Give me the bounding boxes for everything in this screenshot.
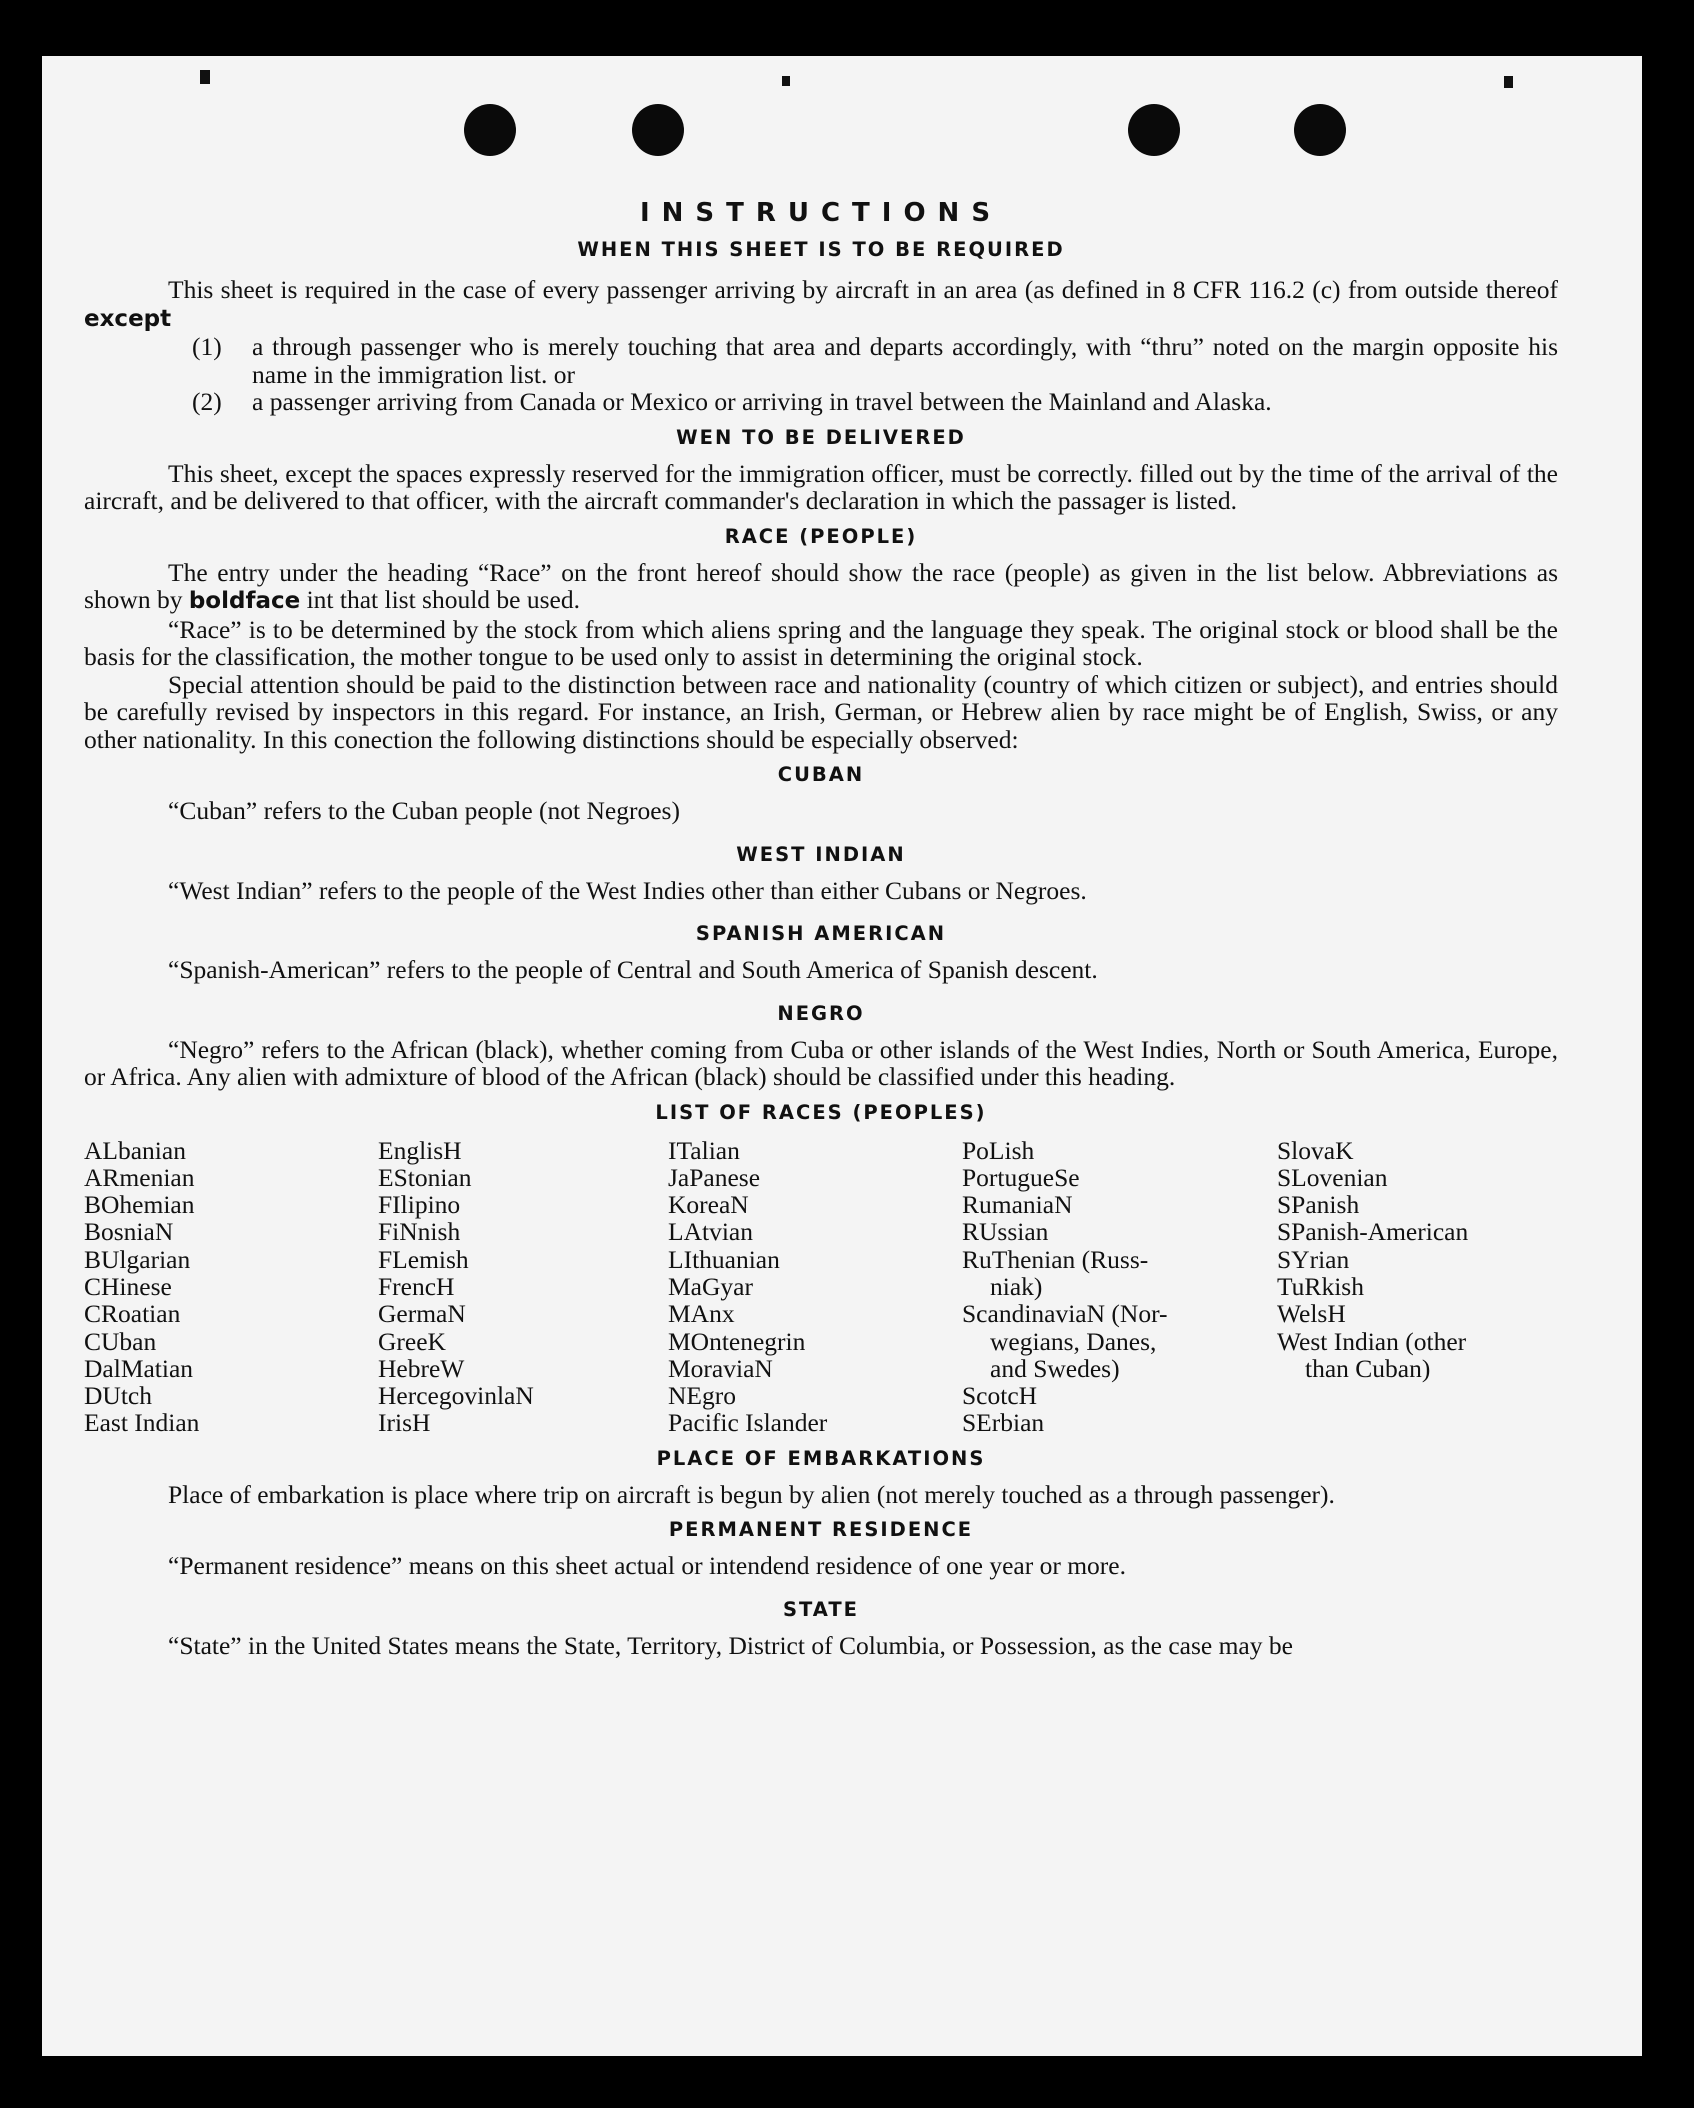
race-entry: PoLish <box>962 1135 1035 1165</box>
race-entry: RuThenian (Russ- <box>962 1244 1149 1274</box>
punch-hole <box>632 104 684 156</box>
race-entry: BOhemian <box>84 1190 195 1220</box>
item-text: a through passenger who is merely touching that area and departs accordingly, with “thru” noted on the margin opposite his name in the immigration list. or <box>252 332 1558 389</box>
race-entry: DUtch <box>84 1381 152 1411</box>
race-entry: CHinese <box>84 1271 172 1301</box>
section-heading: PLACE OF EMBARKATIONS <box>656 1446 986 1470</box>
race-entry: FrencH <box>378 1271 455 1301</box>
race-entry: DalMatian <box>84 1353 194 1383</box>
race-entry: Pacific Islander <box>668 1408 828 1438</box>
race-entry: IrisH <box>378 1408 431 1438</box>
race-entry: LIthuanian <box>668 1244 780 1274</box>
race-entry: than Cuban) <box>1305 1353 1431 1383</box>
section-heading: WEN TO BE DELIVERED <box>676 425 966 449</box>
race-entry: ScandinaviaN (Nor- <box>962 1299 1168 1329</box>
scan-speck <box>1504 76 1513 88</box>
race-entry: EStonian <box>378 1162 472 1192</box>
race-entry: EnglisH <box>378 1135 462 1165</box>
race-entry: and Swedes) <box>990 1353 1120 1383</box>
paragraph: “Negro” refers to the African (black), whether coming from Cuba or other islands of the West Indies, North or South America, Europe, or Africa. Any alien with admixture of blood of the African (black) should be classified under this heading. <box>84 1034 1558 1091</box>
section-heading: CUBAN <box>777 763 865 786</box>
race-entry: MOntenegrin <box>668 1326 806 1356</box>
races-list <box>84 1137 1558 1437</box>
race-entry: ARmenian <box>84 1162 195 1192</box>
race-entry: West Indian (other <box>1277 1326 1467 1356</box>
race-entry: HebreW <box>378 1353 465 1383</box>
section-heading: RACE (PEOPLE) <box>724 524 918 548</box>
section-heading: WHEN THIS SHEET IS TO BE REQUIRED <box>577 238 1065 261</box>
punch-hole <box>1128 104 1180 156</box>
race-entry: FLemish <box>378 1244 469 1274</box>
race-entry: FIlipino <box>378 1190 461 1220</box>
paragraph: “Spanish-American” refers to the people of Central and South America of Spanish descent. <box>168 955 1098 984</box>
section-heading: PERMANENT RESIDENCE <box>668 1518 974 1542</box>
race-entry: BUlgarian <box>84 1244 191 1274</box>
races-column <box>1277 1137 1558 1437</box>
race-entry: CRoatian <box>84 1299 181 1329</box>
race-entry: wegians, Danes, <box>990 1326 1157 1356</box>
paragraph-text: int that list should be used. <box>306 585 580 614</box>
race-entry: GermaN <box>378 1299 466 1329</box>
race-entry: East Indian <box>84 1408 200 1438</box>
item-text: a passenger arriving from Canada or Mexico or arriving in travel between the Mainland and Alaska. <box>252 387 1272 416</box>
races-column <box>378 1137 668 1437</box>
item-number: (2) <box>192 387 222 416</box>
race-entry: JaPanese <box>668 1162 761 1192</box>
race-entry: PortugueSe <box>962 1162 1080 1192</box>
paragraph: This sheet, except the spaces expressly reserved for the immigration officer, must be correctly. filled out by the time of the arrival of the aircraft, and be delivered to that officer, with the aircraft commander's declaration in which the passager is listed. <box>84 458 1558 515</box>
scan-speck <box>782 76 790 86</box>
race-entry: SLovenian <box>1277 1162 1388 1192</box>
races-column <box>668 1137 962 1437</box>
paragraph <box>84 276 1558 333</box>
races-column <box>84 1137 378 1437</box>
instructions-content <box>84 198 1558 1659</box>
race-entry: RUssian <box>962 1217 1049 1247</box>
race-entry: ScotcH <box>962 1381 1038 1411</box>
paragraph: “State” in the United States means the State, Territory, District of Columbia, or Possession, as the case may be <box>168 1630 1293 1660</box>
race-entry: GreeK <box>378 1326 446 1356</box>
exception-item <box>192 333 1558 388</box>
paragraph: Place of embarkation is place where trip on aircraft is begun by alien (not merely touched as a through passenger). <box>168 1479 1335 1509</box>
paragraph-text: This sheet is required in the case of every passenger arriving by aircraft in an area (as defined in 8 CFR 116.2 (c) from outside thereof <box>168 275 1558 304</box>
race-entry: SErbian <box>962 1408 1045 1438</box>
paragraph: “Permanent residence” means on this sheet actual or intendend residence of one year or more. <box>168 1551 1126 1581</box>
race-entry: LAtvian <box>668 1217 753 1247</box>
race-entry: RumaniaN <box>962 1190 1073 1220</box>
race-entry: SYrian <box>1277 1244 1350 1274</box>
race-entry: SlovaK <box>1277 1135 1354 1165</box>
race-entry: CUban <box>84 1326 157 1356</box>
race-entry: ALbanian <box>84 1135 186 1165</box>
document-page <box>42 56 1642 2056</box>
race-entry: NEgro <box>668 1381 736 1411</box>
races-column <box>962 1137 1277 1437</box>
exception-item <box>192 388 1558 416</box>
race-entry: SPanish <box>1277 1190 1360 1220</box>
paragraph: “Cuban” refers to the Cuban people (not Negroes) <box>168 796 680 825</box>
paragraph: “Race” is to be determined by the stock from which aliens spring and the language they speak. The original stock or blood shall be the basis for the classification, the mother tongue to be used only to assist in determining the original stock. <box>84 614 1558 671</box>
race-entry: MAnx <box>668 1299 735 1329</box>
race-entry: SPanish-American <box>1277 1217 1469 1247</box>
page-title: INSTRUCTIONS <box>639 198 1003 228</box>
bold-text: except <box>84 305 172 332</box>
race-entry: MoraviaN <box>668 1353 773 1383</box>
punch-hole <box>464 104 516 156</box>
race-entry: MaGyar <box>668 1271 753 1301</box>
race-entry: HercegovinlaN <box>378 1381 534 1411</box>
punch-hole <box>1294 104 1346 156</box>
race-entry: BosniaN <box>84 1217 174 1247</box>
race-entry: KoreaN <box>668 1190 749 1220</box>
section-heading: STATE <box>782 1597 860 1621</box>
race-entry: niak) <box>990 1271 1043 1301</box>
race-entry: FiNnish <box>378 1217 461 1247</box>
section-heading: LIST OF RACES (PEOPLES) <box>655 1100 987 1124</box>
paragraph-text: The entry under the heading “Race” on the front hereof should show the race (people) as given in the list below. Abbreviations as shown by <box>84 557 1558 614</box>
section-heading: SPANISH AMERICAN <box>695 922 947 945</box>
scan-speck <box>200 70 210 84</box>
bold-text: boldface <box>188 588 301 614</box>
race-entry: ITalian <box>668 1135 740 1165</box>
paragraph <box>84 559 1558 616</box>
section-heading: WEST INDIAN <box>736 842 906 866</box>
section-heading: NEGRO <box>777 1001 865 1025</box>
paragraph: “West Indian” refers to the people of the West Indies other than either Cubans or Negroes. <box>168 875 1087 905</box>
race-entry: TuRkish <box>1277 1271 1364 1301</box>
item-number: (1) <box>192 332 222 361</box>
race-entry: WelsH <box>1277 1299 1346 1329</box>
paragraph: Special attention should be paid to the distinction between race and nationality (country of which citizen or subject), and entries should be carefully revised by inspectors in this regard. For instance, an Irish, German, or Hebrew alien by race might be of English, Swiss, or any other nationality. In this conection the following distinctions should be especially observed: <box>84 669 1558 754</box>
